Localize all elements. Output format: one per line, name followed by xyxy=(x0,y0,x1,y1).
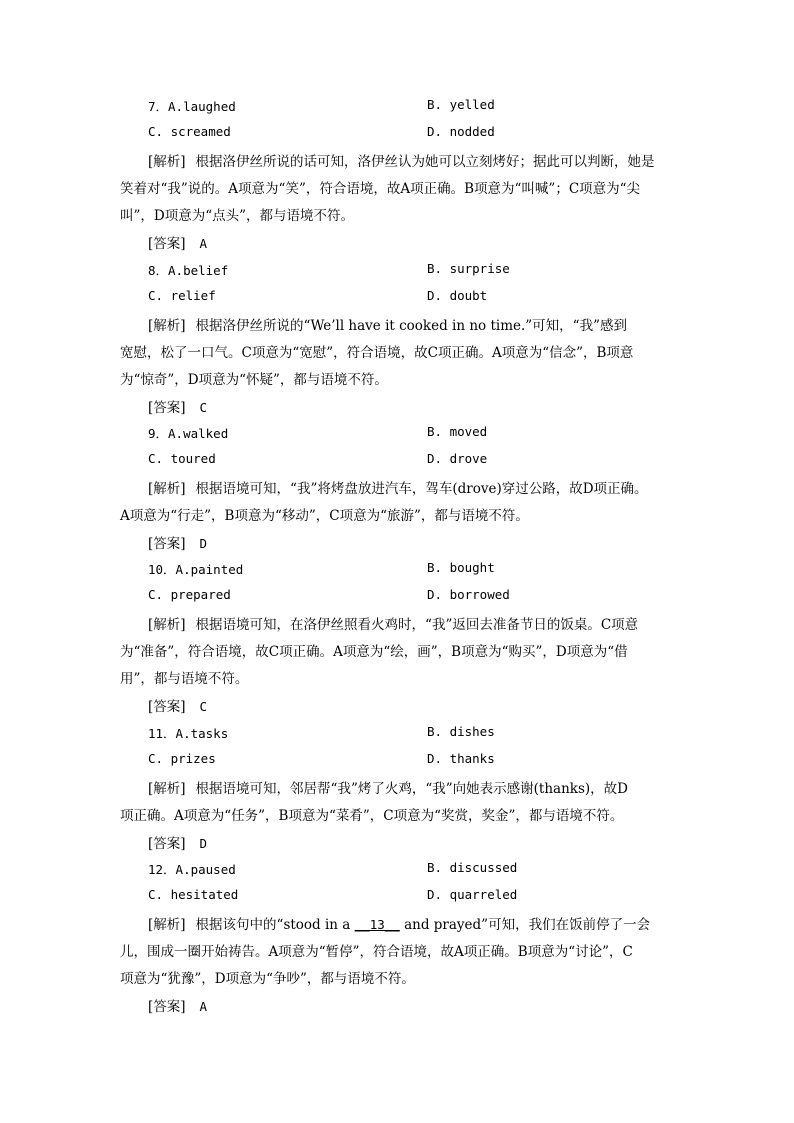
answer-value: D xyxy=(199,836,208,851)
option-c: C. toured xyxy=(148,451,216,466)
option-a: 9．A.walked xyxy=(148,426,229,441)
analysis-text: 为“准备”，符合语境，故C项正确。A项意为“绘，画”，B项意为“购买”，D项意为“借 xyxy=(120,644,628,660)
option-d: D. quarreled xyxy=(427,887,518,902)
option-a: 7．A.laughed xyxy=(148,99,236,114)
analysis-text: 笑着对“我”说的。A项意为“笑”，符合语境，故A项正确。B项意为“叫喊”；C项意为“尖 xyxy=(120,181,641,197)
option-c: C. screamed xyxy=(148,124,231,139)
option-a: 10．A.painted xyxy=(148,562,244,577)
analysis-text: 根据洛伊丝所说的“We’ll have it cooked in no time.”可知，“我”感到 xyxy=(195,318,627,334)
option-b: B. bought xyxy=(427,560,495,575)
analysis-text: 项意为“犹豫”，D项意为“争吵”，都与语境不符。 xyxy=(120,971,415,987)
option-d: D. drove xyxy=(427,451,488,466)
answer-value: D xyxy=(199,536,208,551)
analysis-text: 叫”，D项意为“点头”，都与语境不符。 xyxy=(120,208,355,224)
answer xyxy=(148,532,207,552)
option-b: B. surprise xyxy=(427,261,510,276)
option-b: B. dishes xyxy=(427,724,495,739)
option-c: C. relief xyxy=(148,288,216,303)
answer-label: [答案] xyxy=(148,836,186,852)
analysis-text: 根据语境可知，邻居帮“我”烤了火鸡，“我”向她表示感谢(thanks)，故D xyxy=(195,781,628,797)
answer xyxy=(148,232,207,252)
analysis-text: 根据语境可知，在洛伊丝照看火鸡时，“我”返回去准备节日的饭桌。C项意 xyxy=(195,617,639,633)
answer-value: C xyxy=(199,400,208,415)
analysis-label: [解析] xyxy=(148,917,186,933)
option-a: 11．A.tasks xyxy=(148,726,229,741)
answer-value: A xyxy=(199,999,208,1014)
answer-label: [答案] xyxy=(148,536,186,552)
analysis-text: 用”，都与语境不符。 xyxy=(120,671,249,687)
analysis-label: [解析] xyxy=(148,481,186,497)
analysis-text: and prayed”可知，我们在饭前停了一会 xyxy=(399,917,651,933)
analysis-text: 儿，围成一圈开始祷告。A项意为“暂停”，符合语境，故A项正确。B项意为“讨论”，C xyxy=(120,944,633,960)
analysis-text: 项正确。A项意为“任务”，B项意为“菜肴”，C项意为“奖赏，奖金”，都与语境不符。 xyxy=(120,808,624,824)
answer xyxy=(148,995,207,1015)
analysis-text: 根据该句中的“stood in a xyxy=(195,917,355,933)
option-c: C. prepared xyxy=(148,587,231,602)
answer xyxy=(148,832,207,852)
option-b: B. moved xyxy=(427,424,488,439)
answer-value: C xyxy=(199,699,208,714)
answer xyxy=(148,695,207,715)
answer-label: [答案] xyxy=(148,999,186,1015)
analysis-text: 根据洛伊丝所说的话可知，洛伊丝认为她可以立刻烤好；据此可以判断，她是 xyxy=(195,154,655,170)
answer-label: [答案] xyxy=(148,699,186,715)
answer-label: [答案] xyxy=(148,236,186,252)
answer-label: [答案] xyxy=(148,400,186,416)
option-d: D. nodded xyxy=(427,124,495,139)
analysis-label: [解析] xyxy=(148,781,186,797)
option-d: D. doubt xyxy=(427,288,488,303)
analysis-text: 根据语境可知，“我”将烤盘放进汽车，驾车(drove)穿过公路，故D项正确。 xyxy=(195,481,648,497)
analysis-label: [解析] xyxy=(148,318,186,334)
option-c: C. prizes xyxy=(148,751,216,766)
option-a: 8．A.belief xyxy=(148,263,229,278)
analysis-text: A项意为“行走”，B项意为“移动”，C项意为“旅游”，都与语境不符。 xyxy=(120,508,529,524)
option-a: 12．A.paused xyxy=(148,862,236,877)
analysis-label: [解析] xyxy=(148,154,186,170)
option-d: D. thanks xyxy=(427,751,495,766)
answer-value: A xyxy=(199,236,208,251)
analysis-label: [解析] xyxy=(148,617,186,633)
blank-13: __13__ xyxy=(354,917,400,932)
answer xyxy=(148,396,207,416)
analysis-text: 为“惊奇”，D项意为“怀疑”，都与语境不符。 xyxy=(120,372,388,388)
option-c: C. hesitated xyxy=(148,887,239,902)
option-b: B. discussed xyxy=(427,860,518,875)
option-d: D. borrowed xyxy=(427,587,510,602)
analysis-text: 宽慰，松了一口气。C项意为“宽慰”，符合语境，故C项正确。A项意为“信念”，B项意 xyxy=(120,345,634,361)
option-b: B. yelled xyxy=(427,97,495,112)
